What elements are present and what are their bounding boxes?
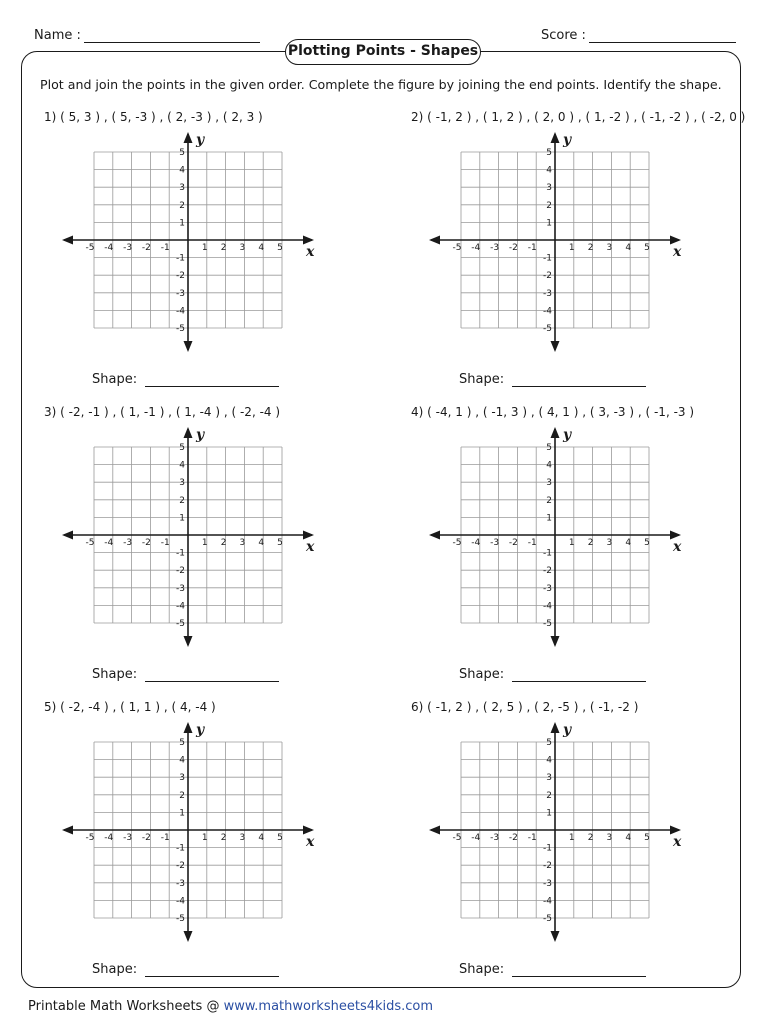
x-tick-label: 4	[625, 538, 632, 548]
x-tick-label: -1	[160, 833, 170, 843]
y-tick-label: -4	[176, 601, 185, 612]
y-tick-label: 2	[179, 495, 185, 506]
score-label: Score :	[541, 28, 586, 43]
coordinate-plane[interactable]	[421, 722, 681, 962]
x-tick-label: -5	[452, 833, 462, 843]
x-tick-label: 2	[220, 833, 227, 843]
x-tick-label: -3	[123, 243, 133, 253]
x-tick-label: 4	[258, 833, 265, 843]
x-tick-label: 2	[587, 538, 594, 548]
x-tick-label: 5	[644, 833, 650, 843]
y-axis-up-arrow-icon	[184, 427, 193, 438]
x-axis-left-arrow-icon	[62, 236, 73, 245]
x-tick-label: 2	[587, 243, 594, 253]
y-tick-label: -5	[543, 324, 552, 334]
y-tick-label: 5	[546, 148, 552, 158]
y-tick-label: 1	[179, 513, 185, 524]
y-tick-label: -5	[176, 324, 185, 334]
x-tick-label: 5	[277, 538, 283, 548]
y-tick-label: 2	[179, 790, 185, 801]
y-tick-label: -2	[176, 861, 185, 872]
coordinate-plane[interactable]	[54, 427, 314, 667]
y-tick-label: -3	[543, 878, 552, 889]
problem-prompt	[44, 405, 280, 419]
y-tick-label: -1	[543, 843, 552, 854]
y-tick-label: 2	[546, 495, 552, 506]
x-tick-label: 1	[201, 538, 208, 548]
problem-number: 3)	[44, 405, 57, 419]
shape-answer	[459, 372, 646, 387]
y-tick-label: 2	[546, 200, 552, 211]
problem-prompt	[411, 700, 638, 714]
shape-label: Shape:	[92, 962, 138, 977]
y-tick-label: 2	[179, 200, 185, 211]
x-axis-left-arrow-icon	[429, 236, 440, 245]
x-axis-left-arrow-icon	[429, 531, 440, 540]
y-tick-label: 2	[546, 790, 552, 801]
x-tick-label: -3	[123, 538, 133, 548]
score-field	[541, 28, 736, 43]
y-tick-label: -5	[543, 619, 552, 629]
problem-points: ( -4, 1 ) , ( -1, 3 ) , ( 4, 1 ) , ( 3, -3 ) , ( -1, -3 )	[427, 405, 695, 419]
x-tick-label: 2	[220, 243, 227, 253]
y-tick-label: 3	[179, 478, 185, 489]
problem-5	[44, 700, 384, 990]
problem-number: 6)	[411, 700, 424, 714]
y-tick-label: 4	[179, 165, 185, 176]
shape-answer	[459, 667, 646, 682]
x-tick-label: 4	[258, 243, 265, 253]
x-tick-label: -4	[104, 243, 114, 253]
y-axis-up-arrow-icon	[551, 132, 560, 143]
x-tick-label: -4	[104, 833, 114, 843]
y-tick-label: 1	[546, 808, 552, 819]
x-tick-label: -2	[508, 243, 518, 253]
problem-points: ( -1, 2 ) , ( 1, 2 ) , ( 2, 0 ) , ( 1, -2 ) , ( -1, -2 ) , ( -2, 0 )	[427, 110, 746, 124]
x-tick-label: 1	[568, 243, 575, 253]
shape-answer-line[interactable]	[145, 962, 279, 977]
shape-answer-line[interactable]	[145, 667, 279, 682]
footer	[28, 999, 433, 1014]
y-axis-label: y	[563, 132, 572, 148]
y-axis-down-arrow-icon	[184, 931, 193, 942]
y-tick-label: -3	[543, 583, 552, 594]
x-tick-label: -5	[452, 243, 462, 253]
y-tick-label: -3	[176, 583, 185, 594]
x-tick-label: -2	[141, 833, 151, 843]
x-tick-label: 3	[606, 538, 613, 548]
y-axis-down-arrow-icon	[551, 341, 560, 352]
x-axis-left-arrow-icon	[62, 826, 73, 835]
y-tick-label: 4	[546, 165, 552, 176]
y-axis-label: y	[196, 427, 205, 443]
shape-answer-line[interactable]	[145, 372, 279, 387]
y-tick-label: -1	[543, 548, 552, 559]
y-tick-label: -2	[543, 566, 552, 577]
y-tick-label: -2	[543, 861, 552, 872]
y-tick-label: 1	[546, 513, 552, 524]
y-tick-label: 1	[179, 218, 185, 229]
y-tick-label: 4	[546, 755, 552, 766]
instructions: Plot and join the points in the given order. Complete the figure by joining the end points. Identify the shape.	[40, 77, 722, 92]
y-tick-label: 3	[546, 478, 552, 489]
problem-points: ( -2, -1 ) , ( 1, -1 ) , ( 1, -4 ) , ( -2, -4 )	[60, 405, 281, 419]
footer-text: Printable Math Worksheets @	[28, 999, 224, 1014]
problem-4	[411, 405, 751, 695]
worksheet-title: Plotting Points - Shapes	[285, 39, 481, 65]
coordinate-plane[interactable]	[421, 427, 681, 667]
y-tick-label: -1	[176, 843, 185, 854]
problem-number: 4)	[411, 405, 424, 419]
x-tick-label: 1	[201, 243, 208, 253]
x-tick-label: 4	[625, 243, 632, 253]
x-tick-label: 5	[644, 243, 650, 253]
x-tick-label: 1	[568, 538, 575, 548]
x-tick-label: -3	[490, 243, 500, 253]
y-tick-label: 4	[546, 460, 552, 471]
x-tick-label: 4	[625, 833, 632, 843]
problem-prompt	[411, 110, 745, 124]
shape-answer	[92, 372, 279, 387]
y-axis-down-arrow-icon	[551, 931, 560, 942]
x-tick-label: -1	[527, 243, 537, 253]
shape-answer-line[interactable]	[512, 667, 646, 682]
problem-3	[44, 405, 384, 695]
x-axis-left-arrow-icon	[62, 531, 73, 540]
y-tick-label: -2	[543, 271, 552, 282]
coordinate-plane[interactable]	[54, 722, 314, 962]
y-axis-up-arrow-icon	[184, 132, 193, 143]
y-axis-down-arrow-icon	[551, 636, 560, 647]
x-tick-label: 5	[277, 833, 283, 843]
x-tick-label: 5	[644, 538, 650, 548]
x-tick-label: -4	[471, 538, 481, 548]
y-tick-label: -4	[176, 306, 185, 317]
name-field	[34, 28, 260, 43]
shape-answer	[459, 962, 646, 977]
y-tick-label: 4	[179, 460, 185, 471]
y-tick-label: 3	[179, 183, 185, 194]
x-tick-label: -2	[508, 538, 518, 548]
x-tick-label: -5	[85, 243, 95, 253]
x-tick-label: -5	[85, 833, 95, 843]
x-tick-label: 2	[587, 833, 594, 843]
x-axis-label: x	[673, 834, 682, 850]
shape-answer	[92, 667, 279, 682]
coordinate-plane[interactable]	[54, 132, 314, 372]
y-tick-label: 5	[179, 443, 185, 453]
y-tick-label: -5	[176, 914, 185, 924]
x-tick-label: -3	[490, 538, 500, 548]
y-tick-label: -2	[176, 271, 185, 282]
problem-number: 1)	[44, 110, 57, 124]
y-tick-label: -1	[176, 253, 185, 264]
x-tick-label: -1	[160, 243, 170, 253]
y-tick-label: -3	[176, 878, 185, 889]
y-axis-up-arrow-icon	[551, 722, 560, 733]
shape-label: Shape:	[459, 372, 505, 387]
problem-6	[411, 700, 751, 990]
shape-label: Shape:	[459, 667, 505, 682]
name-label: Name :	[34, 28, 81, 43]
y-axis-down-arrow-icon	[184, 636, 193, 647]
x-tick-label: -4	[471, 833, 481, 843]
problem-points: ( -2, -4 ) , ( 1, 1 ) , ( 4, -4 )	[60, 700, 216, 714]
y-axis-up-arrow-icon	[184, 722, 193, 733]
y-tick-label: -1	[543, 253, 552, 264]
y-tick-label: 4	[179, 755, 185, 766]
y-tick-label: -5	[176, 619, 185, 629]
y-tick-label: 3	[546, 773, 552, 784]
x-tick-label: -1	[527, 833, 537, 843]
score-blank[interactable]	[589, 28, 736, 43]
y-axis-down-arrow-icon	[184, 341, 193, 352]
problem-1	[44, 110, 384, 400]
problem-prompt	[411, 405, 694, 419]
x-tick-label: 2	[220, 538, 227, 548]
shape-answer	[92, 962, 279, 977]
y-tick-label: -4	[176, 896, 185, 907]
x-axis-label: x	[673, 539, 682, 555]
coordinate-plane[interactable]	[421, 132, 681, 372]
problem-number: 5)	[44, 700, 57, 714]
y-axis-label: y	[563, 427, 572, 443]
problem-points: ( 5, 3 ) , ( 5, -3 ) , ( 2, -3 ) , ( 2, 3 )	[60, 110, 263, 124]
x-tick-label: -3	[490, 833, 500, 843]
x-tick-label: 3	[606, 243, 613, 253]
y-axis-label: y	[563, 722, 572, 738]
x-tick-label: -3	[123, 833, 133, 843]
x-tick-label: -4	[471, 243, 481, 253]
name-blank[interactable]	[84, 28, 260, 43]
y-tick-label: -3	[543, 288, 552, 299]
x-tick-label: -5	[452, 538, 462, 548]
x-tick-label: -2	[141, 243, 151, 253]
y-tick-label: -4	[543, 306, 552, 317]
x-axis-label: x	[306, 834, 315, 850]
y-tick-label: -2	[176, 566, 185, 577]
x-tick-label: 3	[239, 243, 246, 253]
x-tick-label: 1	[568, 833, 575, 843]
x-tick-label: -5	[85, 538, 95, 548]
y-tick-label: 3	[546, 183, 552, 194]
x-tick-label: -4	[104, 538, 114, 548]
y-tick-label: -4	[543, 601, 552, 612]
x-tick-label: 3	[606, 833, 613, 843]
problem-2	[411, 110, 751, 400]
x-tick-label: 3	[239, 538, 246, 548]
y-tick-label: 1	[179, 808, 185, 819]
y-tick-label: 5	[546, 738, 552, 748]
y-tick-label: 1	[546, 218, 552, 229]
x-axis-label: x	[306, 244, 315, 260]
y-tick-label: -3	[176, 288, 185, 299]
shape-answer-line[interactable]	[512, 962, 646, 977]
problem-prompt	[44, 110, 263, 124]
y-axis-label: y	[196, 722, 205, 738]
shape-label: Shape:	[92, 372, 138, 387]
x-axis-label: x	[306, 539, 315, 555]
y-axis-label: y	[196, 132, 205, 148]
x-axis-label: x	[673, 244, 682, 260]
x-tick-label: -1	[160, 538, 170, 548]
x-tick-label: -1	[527, 538, 537, 548]
y-tick-label: -4	[543, 896, 552, 907]
x-tick-label: 5	[277, 243, 283, 253]
x-tick-label: -2	[508, 833, 518, 843]
y-tick-label: -5	[543, 914, 552, 924]
footer-link[interactable]: www.mathworksheets4kids.com	[223, 999, 434, 1014]
problem-points: ( -1, 2 ) , ( 2, 5 ) , ( 2, -5 ) , ( -1, -2 )	[427, 700, 639, 714]
shape-label: Shape:	[92, 667, 138, 682]
problem-prompt	[44, 700, 216, 714]
shape-label: Shape:	[459, 962, 505, 977]
x-tick-label: -2	[141, 538, 151, 548]
x-tick-label: 1	[201, 833, 208, 843]
x-tick-label: 4	[258, 538, 265, 548]
y-tick-label: 3	[179, 773, 185, 784]
x-tick-label: 3	[239, 833, 246, 843]
y-tick-label: 5	[179, 738, 185, 748]
problem-number: 2)	[411, 110, 424, 124]
y-tick-label: 5	[179, 148, 185, 158]
y-tick-label: 5	[546, 443, 552, 453]
x-axis-left-arrow-icon	[429, 826, 440, 835]
y-tick-label: -1	[176, 548, 185, 559]
shape-answer-line[interactable]	[512, 372, 646, 387]
y-axis-up-arrow-icon	[551, 427, 560, 438]
